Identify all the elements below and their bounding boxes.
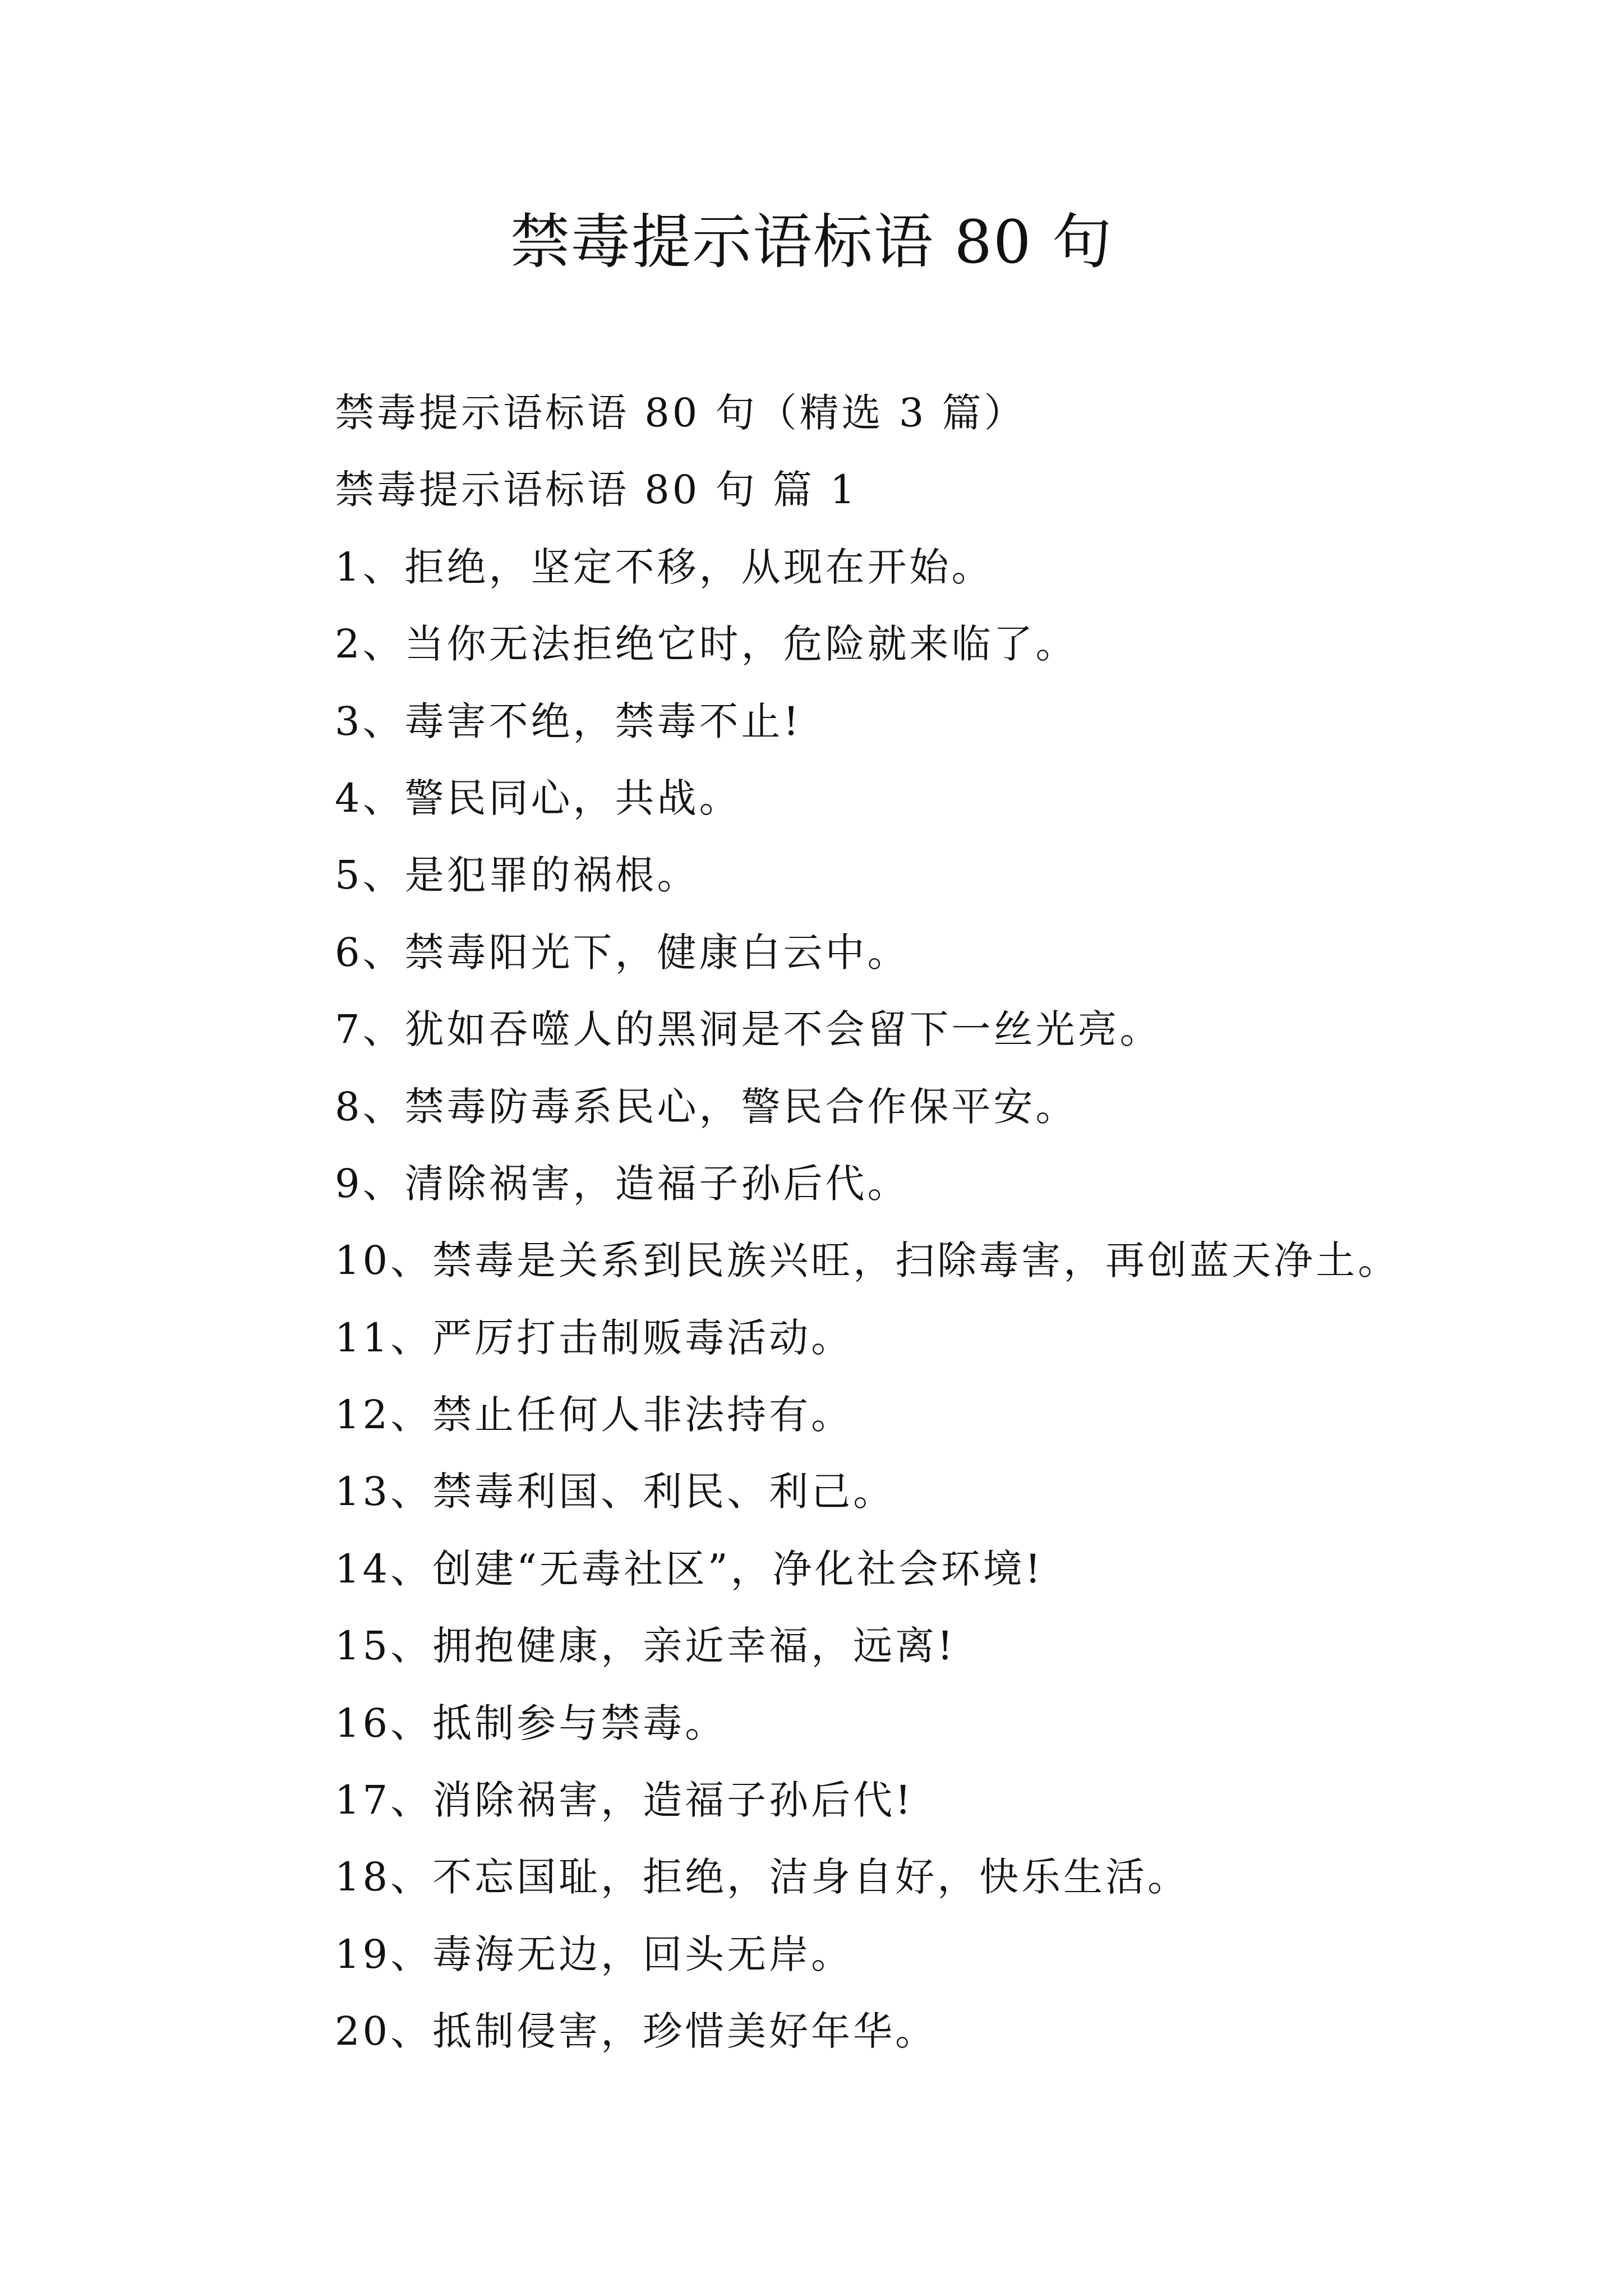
list-item: 12、禁止任何人非法持有。 [335, 1392, 854, 1438]
list-item: 1、拒绝，坚定不移，从现在开始。 [335, 544, 994, 590]
list-item: 8、禁毒防毒系民心，警民合作保平安。 [335, 1083, 1078, 1130]
list-item: 10、禁毒是关系到民族兴旺，扫除毒害，再创蓝天净土。 [335, 1237, 1400, 1284]
document-body [335, 375, 1569, 2070]
list-item: 18、不忘国耻，拒绝，洁身自好，快乐生活。 [335, 1854, 1190, 1901]
list-item: 5、是犯罪的祸根。 [335, 852, 699, 899]
list-item: 13、禁毒利国、利民、利己。 [335, 1469, 896, 1515]
list-item: 14、创建“无毒社区”，净化社会环境! [335, 1545, 1044, 1592]
section-heading: 禁毒提示语标语 80 句 篇 1 [335, 467, 858, 513]
list-item: 16、抵制参与禁毒。 [335, 1700, 727, 1746]
document-title: 禁毒提示语标语 80 句 [510, 208, 1113, 277]
list-item: 4、警民同心，共战。 [335, 775, 741, 821]
list-item: 3、毒害不绝，禁毒不止! [335, 698, 802, 744]
list-item: 7、犹如吞噬人的黑洞是不会留下一丝光亮。 [335, 1006, 1162, 1053]
list-item: 11、严厉打击制贩毒活动。 [335, 1314, 854, 1361]
list-item: 15、拥抱健康，亲近幸福，远离! [335, 1623, 956, 1669]
list-item: 17、消除祸害，造福子孙后代! [335, 1777, 914, 1824]
list-item: 2、当你无法拒绝它时，危险就来临了。 [335, 621, 1078, 668]
document-subtitle: 禁毒提示语标语 80 句（精选 3 篇） [335, 390, 1026, 436]
list-item: 9、清除祸害，造福子孙后代。 [335, 1160, 910, 1207]
list-item: 20、抵制侵害，珍惜美好年华。 [335, 2008, 938, 2055]
list-item: 19、毒海无边，回头无岸。 [335, 1931, 854, 1977]
list-item: 6、禁毒阳光下，健康白云中。 [335, 929, 910, 976]
